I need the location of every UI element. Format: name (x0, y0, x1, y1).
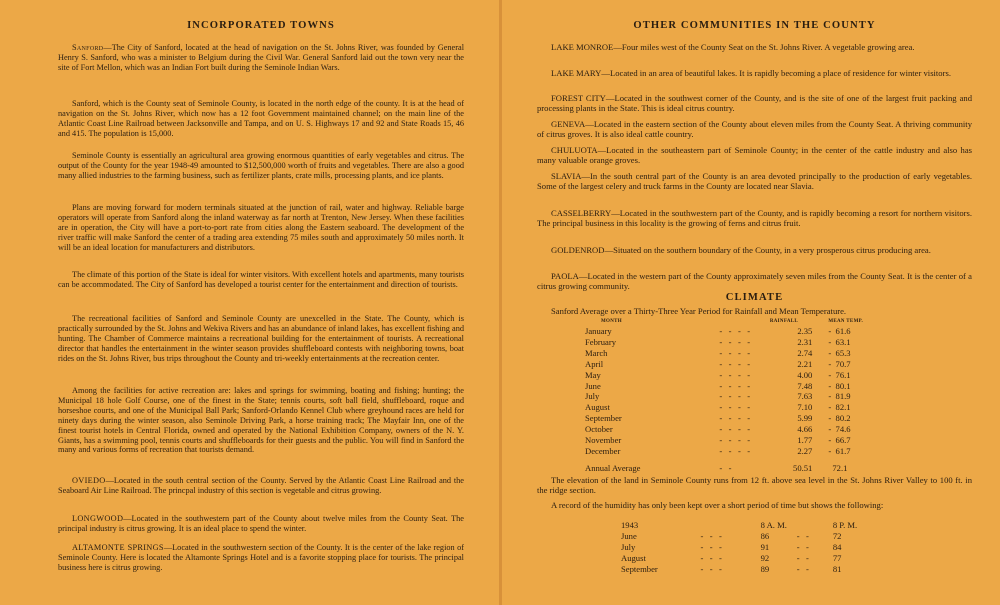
climate-row (583, 337, 883, 348)
rainfall-cell: 7.10 (797, 402, 813, 413)
altamonte-springs-paragraph: ALTAMONTE SPRINGS—Located in the southwestern section of the County. It is the center of the lake region of Seminole County. Here is located the Altamonte Springs Hotel and is a favorite stopping place for tourists. The principal business here is citrus growing. (58, 543, 464, 572)
leader-dashes: - - (796, 552, 809, 563)
leader-dashes: - - - - (719, 424, 751, 435)
humidity-month-cell: August (621, 552, 646, 563)
climate-table-header (583, 318, 883, 326)
longwood-paragraph: LONGWOOD—Located in the southwestern part of the County about twelve miles from the County Seat. The principal industry is citrus growing. It is an ideal place to spend the winter. (58, 514, 464, 533)
month-cell: November (585, 435, 622, 446)
mean-temp-cell: - 65.3 (828, 347, 851, 358)
mean-temp-cell: - 82.1 (828, 402, 851, 413)
mean-temp-cell: - 76.1 (828, 369, 851, 380)
page-fold (499, 0, 502, 605)
leader-dashes: - - - (700, 530, 722, 541)
sanford-paragraph: Sanford—The City of Sanford, located at the head of navigation on the St. Johns River, was founded by General Henry S. Sanford, who was a minister to Belgium during the Civil War. General Sanford laid out the town very near the site of Fort Mellon, which was an Indian Fort built during the Seminole Indian Wars. (58, 43, 464, 72)
mean-temp-cell: - 81.9 (828, 391, 851, 402)
climate-row (583, 413, 883, 424)
humidity-8pm-cell: 72 (832, 530, 842, 541)
leader-dashes: - - - - (719, 391, 751, 402)
humidity-8am-cell: 92 (760, 552, 770, 563)
agriculture-paragraph: Seminole County is essentially an agricultural area growing enormous quantities of early vegetables and citrus. The output of the County for the year 1948-49 amounted to $12,500,000 worth of fruits and vegetables. There are also a good many allied industries to the farming business, such as fertilizer plants, crate mills, processing plants, and ice plants. (58, 151, 464, 180)
month-cell: December (585, 445, 621, 456)
rainfall-cell: 4.00 (797, 369, 813, 380)
humidity-month-cell: July (621, 541, 636, 552)
month-cell: October (585, 424, 613, 435)
leader-dashes: - - - - (719, 445, 751, 456)
humidity-row (621, 553, 881, 564)
chuluota-paragraph: CHULUOTA—Located in the southeastern part of Seminole County; in the center of the cattle industry and also has many valuable orange groves. (537, 145, 972, 166)
mean-temp-cell: - 70.7 (828, 358, 851, 369)
county-seat-paragraph: Sanford, which is the County seat of Seminole County, is located in the north edge of the county. It is at the head of navigation on the St. Johns River, which now has a 12 foot Government maintained channel; on the main line of the Atlantic Coast Line Railroad between Jacksonville and Tampa, and on U. S. Highways 17 and 92 and State Roads 15, 46 and 415. The population is 15,000. (58, 99, 464, 138)
leader-dashes: - - - - (719, 380, 751, 391)
facilities-paragraph: Among the facilities for active recreation are: lakes and springs for swimming, boating and fishing; hunting; the Municipal 18 hole Golf Course, one of the finest in the State; tennis courts, soft ball field, shuffleboard, roque and horseshoe courts, and one of the Municipal Ball Park; Sanford-Orlando Kennel Club where greyhound races are held for ninety days during the winter season, also Seminole Driving Park, a horse training track; The Mayfair Inn, one of the finest tourist hotels in Central Florida, owned and operated by the National Exhibition Company, owners of the N. Y. Giants, has a swimming pool, tennis courts and shuffleboards for their guests and the public. You will find in Sanford the many and various forms of recreation that tourists demand. (58, 386, 464, 455)
climate-row (583, 326, 883, 337)
climate-table (583, 318, 883, 474)
lake-monroe-paragraph: LAKE MONROE—Four miles west of the County Seat on the St. Johns River. A vegetable growing area. (551, 42, 915, 52)
humidity-intro: A record of the humidity has only been kept over a short period of time but shows the following: (551, 500, 884, 510)
climate-row (583, 435, 883, 446)
climate-intro: Sanford Average over a Thirty-Three Year Period for Rainfall and Mean Temperature. (551, 306, 847, 316)
incorporated-towns-title: INCORPORATED TOWNS (187, 20, 335, 31)
rainfall-cell: 2.74 (797, 347, 813, 358)
humidity-8pm-cell: 81 (832, 563, 842, 574)
rainfall-column-header: RAINFALL (769, 319, 799, 324)
leader-dashes: - - - - (719, 358, 751, 369)
month-cell: January (585, 326, 612, 336)
humidity-8am-cell: 91 (760, 541, 770, 552)
leader-dashes: - - (796, 541, 809, 552)
humidity-8pm-cell: 77 (832, 552, 842, 563)
leader-dashes: - - - - (719, 402, 751, 413)
rainfall-cell: 1.77 (797, 435, 813, 446)
month-cell: July (585, 391, 600, 402)
leader-dashes: - - - - (719, 413, 751, 424)
rainfall-cell: 5.99 (797, 413, 813, 424)
mean-temp-cell: - 61.6 (828, 326, 851, 336)
paola-paragraph: PAOLA—Located in the western part of the County approximately seven miles from the County Seat. It is the center of a citrus growing community. (537, 271, 972, 292)
humidity-table-header: 1943 8 A. M. 8 P. M. (621, 520, 858, 530)
month-cell: September (585, 413, 622, 424)
rainfall-cell: 2.21 (797, 358, 813, 369)
humidity-table (621, 520, 881, 575)
climate-row (583, 424, 883, 435)
leader-dashes: - - - (700, 552, 722, 563)
rainfall-cell: 2.27 (797, 445, 813, 456)
rainfall-cell: 7.63 (797, 391, 813, 402)
geneva-paragraph: GENEVA—Located in the eastern section of the County about eleven miles from the County Seat. A thriving community of citrus groves. It is also ideal cattle country. (537, 119, 972, 140)
month-column-header: MONTH (601, 319, 622, 324)
month-cell: August (585, 402, 610, 413)
leader-dashes: - - (796, 563, 809, 574)
slavia-paragraph: SLAVIA—In the south central part of the County is an area devoted principally to the production of early vegetables. Some of the largest celery and truck farms in the County are located near Slavia. (537, 171, 972, 192)
humidity-8am-cell: 89 (760, 563, 770, 574)
recreation-paragraph: The recreational facilities of Sanford and Seminole County are unexcelled in the State. The County, which is practically surrounded by the St. Johns and Wekiva Rivers and has an abundance of inland lakes, has excellent fishing and hunting. The Chamber of Commerce maintains a recreational building for the entertainment of tourists. A recreational director that handles the entertainment in the winter season provides shuffleboard contests with neighboring towns, boat rides on the St. Johns River, bus trips throughout the County and tri-weekly entertainments at the recreation center. (58, 314, 464, 363)
oviedo-paragraph: OVIEDO—Located in the south central section of the County. Served by the Atlantic Coast Line Railroad and the Seaboard Air Line Railroad. The princpal industry of this section is vegetable and citrus growing. (58, 476, 464, 495)
leader-dashes: - - - - (719, 369, 751, 380)
climate-row (583, 381, 883, 392)
rainfall-cell: 2.31 (797, 336, 813, 347)
rainfall-cell: 2.35 (797, 326, 813, 336)
climate-title: CLIMATE (725, 292, 784, 303)
mean-temp-cell: - 74.6 (828, 424, 851, 435)
climate-row (583, 446, 883, 457)
annual-average-row: Annual Average - - 50.51 72.1 (585, 462, 848, 473)
climate-row (583, 348, 883, 359)
humidity-row (621, 531, 881, 542)
lake-mary-paragraph: LAKE MARY—Located in an area of beautiful lakes. It is rapidly becoming a place of residence for winter visitors. (551, 68, 951, 78)
climate-row (583, 370, 883, 381)
forest-city-paragraph: FOREST CITY—Located in the southwest corner of the County, and is the site of one of the largest fruit packing and processing plants in the State. This is ideal citrus country. (537, 93, 972, 114)
mean-temp-cell: - 63.1 (828, 336, 851, 347)
climate-row (583, 402, 883, 413)
month-cell: March (585, 347, 608, 358)
climate-row (583, 359, 883, 370)
rainfall-cell: 7.48 (797, 380, 813, 391)
humidity-8pm-cell: 84 (832, 541, 842, 552)
leader-dashes: - - - - (719, 435, 751, 446)
humidity-8am-cell: 86 (760, 530, 770, 541)
goldenrod-paragraph: GOLDENROD—Situated on the southern boundary of the County, in a very prosperous citrus producing area. (551, 245, 931, 255)
other-communities-title: OTHER COMMUNITIES IN THE COUNTY (633, 20, 876, 31)
terminals-paragraph: Plans are moving forward for modern terminals situated at the junction of rail, water and highway. Reliable barge operators will operate from Sanford along the inland waterway as far north at Trenton, New Jersey. When these facilities are in operation, the City will have a port-to-port rate from cities along the Eastern seaboard. The development of the river traffic will make Sanford the center of a trading area extending 75 miles south and approximately 50 miles north. It will be an ideal location for manufacturers and distributors. (58, 203, 464, 252)
month-cell: June (585, 380, 601, 391)
leader-dashes: - - - (700, 541, 722, 552)
leader-dashes: - - - - (719, 326, 751, 336)
leader-dashes: - - (796, 530, 809, 541)
casselberry-paragraph: CASSELBERRY—Located in the southwestern part of the County, and is rapidly becoming a resort for northern visitors. The principal business in this locality is the growing of ferns and citrus fruit. (537, 208, 972, 229)
mean-temp-cell: - 66.7 (828, 435, 851, 446)
humidity-month-cell: June (621, 530, 637, 541)
mean-temp-column-header: MEAN TEMP. (828, 319, 864, 324)
rainfall-cell: 4.66 (797, 424, 813, 435)
month-cell: May (585, 369, 601, 380)
humidity-month-cell: September (621, 563, 658, 574)
month-cell: February (585, 336, 617, 347)
leader-dashes: - - - (700, 563, 722, 574)
mean-temp-cell: - 80.2 (828, 413, 851, 424)
humidity-row (621, 542, 881, 553)
month-cell: April (585, 358, 604, 369)
leader-dashes: - - - - (719, 336, 751, 347)
humidity-row (621, 564, 881, 575)
climate-paragraph: The climate of this portion of the State is ideal for winter visitors. With excellent hotels and apartments, many tourists can be accommodated. The City of Sanford has developed a tourist center for the entertainment and direction of tourists. (58, 270, 464, 289)
mean-temp-cell: - 80.1 (828, 380, 851, 391)
climate-row (583, 391, 883, 402)
mean-temp-cell: - 61.7 (828, 445, 851, 456)
leader-dashes: - - - - (719, 347, 751, 358)
elevation-paragraph: The elevation of the land in Seminole County runs from 12 ft. above sea level in the St. Johns River Valley to 100 ft. in the ridge section. (537, 475, 972, 496)
